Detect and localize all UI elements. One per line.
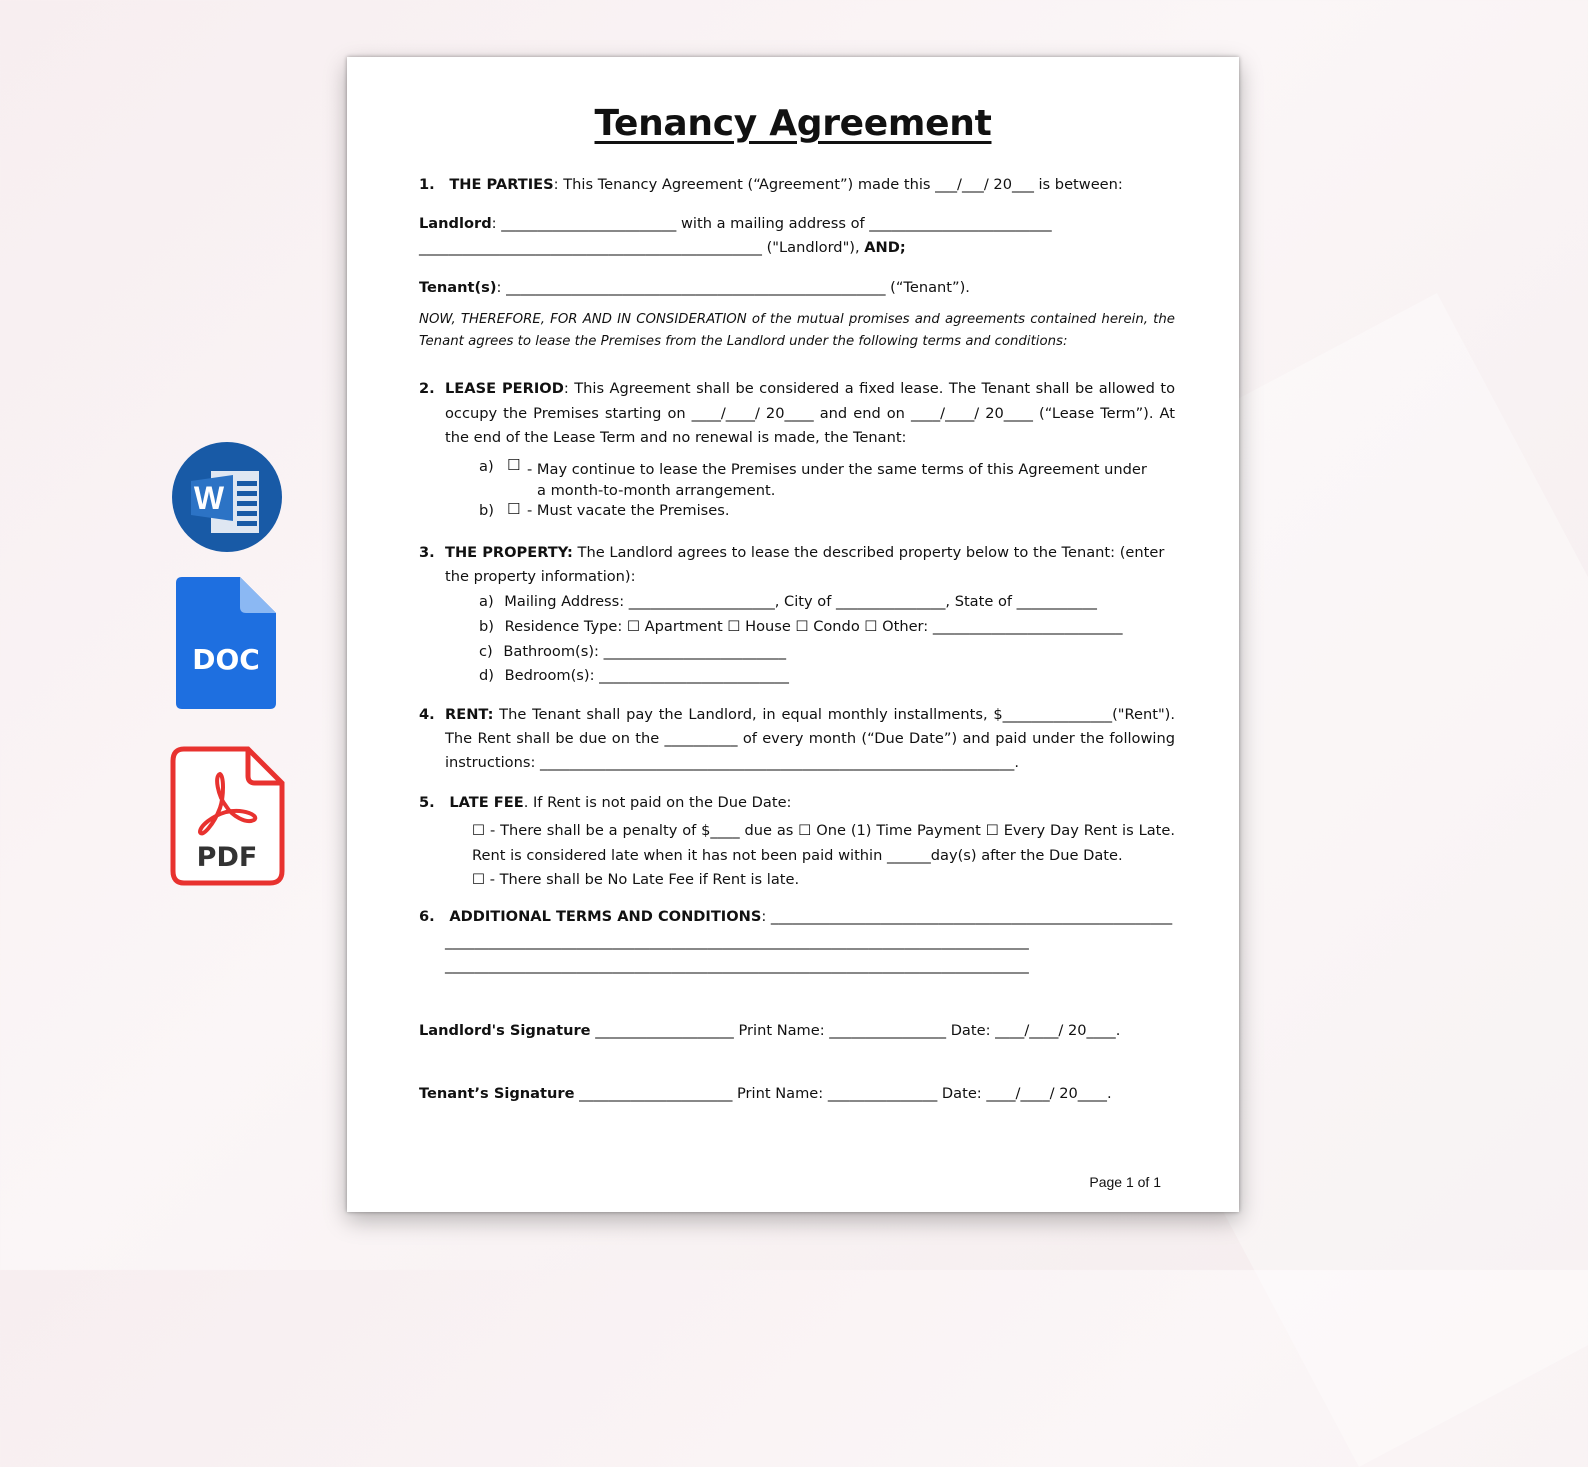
landlord-text-1: : ________________________ with a mailing address of _________________________: [491, 215, 1052, 232]
tenant-signature-line: [419, 1086, 1112, 1103]
property-item-c-letter: c): [479, 643, 493, 660]
section-2-item-a-letter: a): [479, 458, 494, 475]
section-2-num: 2.: [419, 380, 435, 397]
property-mailing-address: Mailing Address: ____________________, City of _______________, State of ___________: [504, 593, 1097, 610]
section-1-text: : This Tenancy Agreement (“Agreement”) made this ___/___/ 20___ is between:: [553, 176, 1123, 193]
document-title: Tenancy Agreement: [594, 103, 992, 144]
word-format-icon: [171, 441, 283, 553]
section-6-blank-3: ________________________________________________________________________________: [445, 957, 1029, 974]
section-2-item-b-text: - Must vacate the Premises.: [527, 502, 730, 519]
consideration-clause: NOW, THEREFORE, FOR AND IN CONSIDERATION of the mutual promises and agreements contained herein, the Tenant agrees to lease the Premises from the Landlord under the following terms and conditions:: [419, 312, 1175, 349]
doc-icon-label: DOC: [192, 643, 260, 676]
section-2-item-a-text: [527, 459, 1157, 501]
section-2-number: [419, 381, 435, 398]
section-5-text: . If Rent is not paid on the Due Date:: [523, 794, 792, 811]
landlord-label: Landlord: [419, 215, 492, 232]
section-6-line-1: [419, 909, 1172, 926]
landlord-signature-label: Landlord's Signature: [419, 1022, 591, 1039]
property-item-b: [479, 619, 1123, 636]
section-3-text: The Landlord agrees to lease the described property below to the Tenant: (enter the property information):: [445, 544, 1165, 585]
section-4-text: The Tenant shall pay the Landlord, in equal monthly installments, $_______________("Rent"). The Rent shall be due on the __________ of every month (“Due Date”) and paid under the following instructions: _________________________________________________________________.: [445, 706, 1175, 771]
section-6-num: 6.: [419, 908, 435, 925]
section-2-heading: LEASE PERIOD: [445, 380, 564, 397]
word-icon-letter: W: [193, 480, 225, 516]
agreement-page: [347, 57, 1239, 1212]
doc-format-icon: [176, 577, 276, 709]
section-6-blank-2: ________________________________________________________________________________: [445, 933, 1029, 950]
landlord-line-1: [419, 216, 1052, 233]
property-bathrooms: Bathroom(s): _________________________: [503, 643, 787, 660]
section-5-heading: LATE FEE: [449, 794, 524, 811]
late-fee-penalty-option: ☐ - There shall be a penalty of $____ due as ☐ One (1) Time Payment ☐ Every Day Rent is Late. Rent is considered late when it has not been paid within ______day(s) after the Due Date.: [472, 822, 1175, 864]
tenant-text: : ____________________________________________________ (“Tenant”).: [496, 279, 970, 296]
section-4-number: [419, 707, 435, 724]
section-2-paragraph: [445, 377, 1175, 451]
section-1: [419, 177, 1123, 194]
pdf-icon-label: PDF: [196, 842, 258, 873]
section-1-heading: THE PARTIES: [449, 176, 554, 193]
property-item-b-letter: b): [479, 618, 494, 635]
property-item-c: [479, 644, 786, 661]
checkbox-vacate[interactable]: ☐: [507, 500, 521, 518]
section-4-heading: RENT:: [445, 706, 494, 723]
section-6-blank-1: : _______________________________________________________: [761, 908, 1173, 925]
section-6-heading: ADDITIONAL TERMS AND CONDITIONS: [449, 908, 762, 925]
late-fee-none-option: ☐ - There shall be No Late Fee if Rent is late.: [472, 871, 800, 888]
section-5-num: 5.: [419, 794, 435, 811]
section-1-number: 1.: [419, 176, 435, 193]
section-4-num: 4.: [419, 706, 435, 723]
tenant-signature-label: Tenant’s Signature: [419, 1085, 575, 1102]
section-3-num: 3.: [419, 544, 435, 561]
property-item-a-letter: a): [479, 593, 494, 610]
checkbox-month-to-month[interactable]: ☐: [507, 456, 521, 474]
property-item-d: [479, 668, 789, 685]
section-3-paragraph: [445, 541, 1175, 589]
landlord-signature-line: [419, 1023, 1120, 1040]
landlord-and: AND;: [864, 239, 906, 256]
section-2-text: : This Agreement shall be considered a fixed lease. The Tenant shall be allowed to occupy the Premises starting on ____/____/ 20____ and end on ____/____/ 20____ (“Lease Term”). At the end of the Lease Term and no renewal is made, the Tenant:: [445, 380, 1175, 446]
landlord-text-2: _______________________________________________ ("Landlord"),: [419, 239, 865, 256]
property-item-d-letter: d): [479, 667, 494, 684]
tenant-signature-fields: _____________________ Print Name: _______________ Date: ____/____/ 20____.: [574, 1085, 1112, 1102]
property-bedrooms: Bedroom(s): __________________________: [504, 667, 789, 684]
section-3-heading: THE PROPERTY:: [445, 544, 573, 561]
property-item-a: [479, 594, 1097, 611]
section-4-paragraph: [445, 703, 1175, 775]
page-number: Page 1 of 1: [1089, 1174, 1161, 1190]
landlord-signature-fields: ___________________ Print Name: ________________ Date: ____/____/ 20____.: [590, 1022, 1121, 1039]
section-3-number: [419, 545, 435, 562]
property-residence-type: Residence Type: ☐ Apartment ☐ House ☐ Condo ☐ Other: __________________________: [504, 618, 1123, 635]
section-2-item-a-label: - May continue to lease the Premises under the same terms of this Agreement under a month-to-month arrangement.: [527, 461, 1147, 499]
tenant-line: [419, 280, 970, 297]
section-5-line: [419, 795, 791, 812]
tenant-label: Tenant(s): [419, 279, 497, 296]
pdf-format-icon: [170, 746, 285, 886]
section-2-item-b-letter: b): [479, 502, 494, 519]
landlord-line-2: [419, 240, 906, 257]
